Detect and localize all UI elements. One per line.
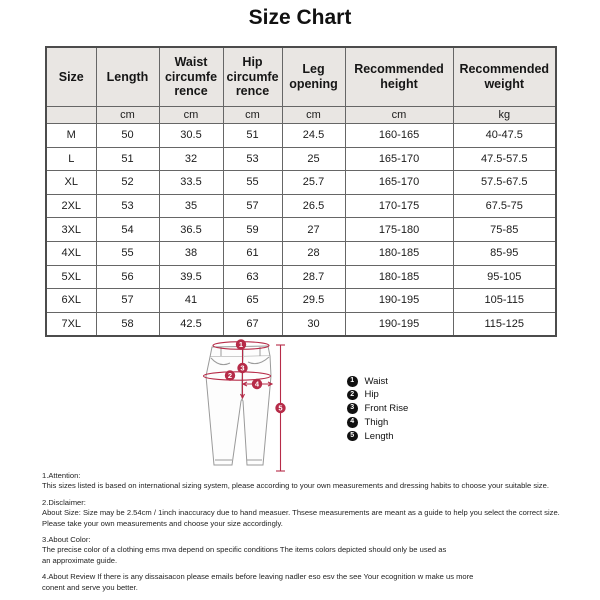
marker-5-number: 5 [278, 403, 283, 413]
table-header [46, 47, 556, 124]
value-cell: 59 [223, 218, 282, 242]
legend-label: Length [364, 430, 394, 442]
unit-cell: cm [282, 107, 345, 124]
legend-item [347, 403, 408, 414]
table-row [46, 147, 556, 171]
value-cell: 57 [96, 289, 159, 313]
header-cell [282, 47, 345, 107]
size-cell: 3XL [46, 218, 96, 242]
note-line: 4.About Review If there is any dissaisacon please emails before leaving nadler eso esv the see Your ecognition w make us more [42, 572, 474, 582]
legend-label: Hip [364, 389, 379, 401]
note [42, 535, 572, 566]
header-line: circumfe [164, 69, 218, 84]
value-cell: 75-85 [453, 218, 556, 242]
legend-item [347, 417, 408, 428]
header-line: Leg [302, 62, 325, 77]
header-line: opening [289, 77, 338, 91]
unit-cell: cm [223, 107, 282, 124]
marker-3-number: 3 [240, 363, 245, 373]
value-cell: 55 [96, 241, 159, 265]
marker-1-number: 1 [238, 340, 244, 350]
value-cell: 58 [96, 312, 159, 336]
legend-item [347, 376, 408, 387]
legend-number-badge: 4 [347, 417, 358, 428]
value-cell: 40-47.5 [453, 124, 556, 148]
value-cell: 56 [96, 265, 159, 289]
size-cell: 4XL [46, 241, 96, 265]
page-title: Size Chart [248, 6, 352, 29]
note-line: an approximate guide. [42, 555, 118, 565]
legend-label: Thigh [364, 416, 389, 428]
unit-cell: cm [159, 107, 223, 124]
header-line: rence [235, 84, 270, 99]
value-cell: 165-170 [345, 147, 453, 171]
size-cell: 7XL [46, 312, 96, 336]
header-line: Recommended [354, 62, 444, 77]
value-cell: 25.7 [282, 171, 345, 195]
header-line: weight [484, 77, 525, 91]
header-cell [223, 47, 282, 107]
table-row [46, 289, 556, 313]
note-line: The precise color of a clothing ems mva depend on specific conditions The items colors depicted should only be used as [42, 545, 447, 555]
table-body [46, 124, 556, 337]
value-cell: 28.7 [282, 265, 345, 289]
size-cell: L [46, 147, 96, 171]
value-cell: 53 [96, 194, 159, 218]
value-cell: 53 [223, 147, 282, 171]
size-cell: 2XL [46, 194, 96, 218]
legend-item [347, 431, 408, 442]
value-cell: 170-175 [345, 194, 453, 218]
note-heading: 2.Disclaimer: [42, 497, 86, 507]
value-cell: 57.5-67.5 [453, 171, 556, 195]
units-row [46, 107, 556, 124]
header-line: Size [58, 69, 84, 84]
value-cell: 33.5 [159, 171, 223, 195]
size-cell: 6XL [46, 289, 96, 313]
note [42, 572, 572, 593]
header-line: rence [174, 84, 208, 99]
header-row [46, 47, 556, 107]
pants-outline [206, 346, 271, 465]
value-cell: 55 [223, 171, 282, 195]
header-cell [345, 47, 453, 107]
measurement-legend [347, 376, 408, 444]
value-cell: 95-105 [453, 265, 556, 289]
value-cell: 180-185 [345, 241, 453, 265]
unit-cell: cm [96, 107, 159, 124]
legend-label: Waist [364, 375, 388, 387]
note-line: This sizes listed is based on international sizing system, please according to your own measurements and dressing habits to choose your suitable size. [42, 481, 549, 491]
value-cell: 41 [159, 289, 223, 313]
value-cell: 190-195 [345, 312, 453, 336]
value-cell: 85-95 [453, 241, 556, 265]
value-cell: 61 [223, 241, 282, 265]
size-cell: XL [46, 171, 96, 195]
value-cell: 28 [282, 241, 345, 265]
value-cell: 180-185 [345, 265, 453, 289]
legend-number-badge: 2 [347, 390, 358, 401]
legend-item [347, 390, 408, 401]
table-row [46, 194, 556, 218]
header-cell [159, 47, 223, 107]
value-cell: 25 [282, 147, 345, 171]
note-heading: 3.About Color: [42, 535, 91, 545]
value-cell: 24.5 [282, 124, 345, 148]
header-line: circumfe [226, 69, 279, 84]
value-cell: 29.5 [282, 289, 345, 313]
value-cell: 65 [223, 289, 282, 313]
value-cell: 26.5 [282, 194, 345, 218]
value-cell: 42.5 [159, 312, 223, 336]
header-line: Recommended [459, 62, 550, 77]
notes-section [42, 471, 572, 599]
value-cell: 51 [223, 124, 282, 148]
legend-number-badge: 1 [347, 376, 358, 387]
note [42, 471, 572, 492]
header-line: height [380, 77, 418, 91]
value-cell: 30 [282, 312, 345, 336]
unit-cell: cm [345, 107, 453, 124]
value-cell: 51 [96, 147, 159, 171]
value-cell: 30.5 [159, 124, 223, 148]
legend-label: Front Rise [364, 403, 409, 415]
size-cell: M [46, 124, 96, 148]
value-cell: 67 [223, 312, 282, 336]
note [42, 498, 572, 529]
value-cell: 39.5 [159, 265, 223, 289]
value-cell: 160-165 [345, 124, 453, 148]
note-line: About Size: Size may be 2.54cm / 1inch inaccuracy due to hand measuer. Thsese measurements are meant as a guide to help you select the correct size. [42, 508, 560, 518]
note-heading: 1.Attention: [42, 471, 81, 480]
value-cell: 32 [159, 147, 223, 171]
value-cell: 35 [159, 194, 223, 218]
header-cell [46, 47, 96, 107]
value-cell: 190-195 [345, 289, 453, 313]
pants-measurement-diagram [197, 338, 297, 476]
value-cell: 50 [96, 124, 159, 148]
value-cell: 47.5-57.5 [453, 147, 556, 171]
value-cell: 27 [282, 218, 345, 242]
value-cell: 36.5 [159, 218, 223, 242]
value-cell: 105-115 [453, 289, 556, 313]
marker-4-number: 4 [254, 379, 260, 389]
value-cell: 63 [223, 265, 282, 289]
table-row [46, 312, 556, 336]
size-cell: 5XL [46, 265, 96, 289]
header-cell [96, 47, 159, 107]
header-line: Hip [242, 54, 263, 69]
header-line: Waist [174, 54, 208, 69]
unit-cell [46, 107, 96, 124]
table-row [46, 241, 556, 265]
value-cell: 54 [96, 218, 159, 242]
table-row [46, 124, 556, 148]
value-cell: 52 [96, 171, 159, 195]
unit-cell: kg [453, 107, 556, 124]
value-cell: 57 [223, 194, 282, 218]
value-cell: 67.5-75 [453, 194, 556, 218]
legend-number-badge: 3 [347, 403, 358, 414]
table-row [46, 265, 556, 289]
note-line: conent and serve you better. [42, 582, 138, 592]
value-cell: 175-180 [345, 218, 453, 242]
value-cell: 38 [159, 241, 223, 265]
marker-2-number: 2 [227, 371, 233, 381]
legend-number-badge: 5 [347, 431, 358, 442]
header-line: Length [106, 69, 149, 84]
size-chart-table [45, 46, 557, 337]
table-row [46, 218, 556, 242]
note-line: Please take your own measurements and choose your size accordingly. [42, 518, 283, 528]
value-cell: 115-125 [453, 312, 556, 336]
table-row [46, 171, 556, 195]
header-cell [453, 47, 556, 107]
value-cell: 165-170 [345, 171, 453, 195]
